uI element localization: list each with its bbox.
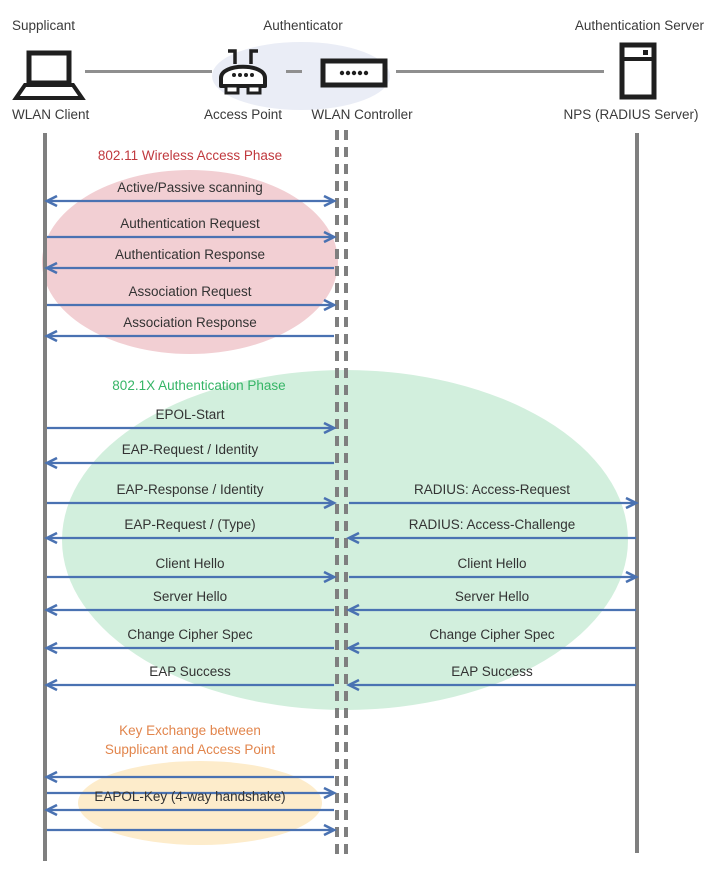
actor-label-nps-radius-server: NPS (RADIUS Server) [563,107,699,122]
laptop-icon [12,50,86,102]
message-label-eap-request-identity: EAP-Request / Identity [121,442,259,457]
server-icon [618,42,658,100]
message-label-epol-start: EPOL-Start [155,407,225,422]
access-point-icon [215,45,271,99]
message-label-eapol-key-4-way-handshake: EAPOL-Key (4-way handshake) [94,789,286,804]
message-label-eap-response-identity: EAP-Response / Identity [116,482,264,497]
actor-label-wlan-client: WLAN Client [12,107,90,122]
role-label-authenticator: Authenticator [263,18,343,33]
phase-title-key-exchange-line1: Key Exchange between [119,723,261,738]
message-label-radius-access-challenge: RADIUS: Access-Challenge [408,517,576,532]
message-label-radius-access-request: RADIUS: Access-Request [413,482,571,497]
phase-title-wireless-access: 802.11 Wireless Access Phase [97,148,283,163]
message-label-server-hello: Server Hello [454,589,530,604]
role-label-supplicant: Supplicant [12,18,76,33]
message-label-association-response: Association Response [123,315,257,330]
message-label-eap-request-type: EAP-Request / (Type) [124,517,256,532]
connector-controller-to-server [396,70,604,73]
lifeline-radius-server [635,133,639,853]
connector-ap-to-controller [286,70,302,73]
message-label-eap-success: EAP Success [149,664,231,679]
phase-title-key-exchange [40,721,340,759]
message-label-server-hello: Server Hello [152,589,228,604]
connector-client-to-ap [85,70,212,73]
lifeline-authenticator-right [344,130,348,855]
message-label-eap-success: EAP Success [451,664,533,679]
message-label-client-hello: Client Hello [457,556,527,571]
phase-title-dot1x-authentication: 802.1X Authentication Phase [112,378,286,393]
message-label-change-cipher-spec: Change Cipher Spec [429,627,555,642]
wlan-controller-icon [320,58,388,88]
message-label-active-passive-scanning: Active/Passive scanning [117,180,263,195]
message-label-client-hello: Client Hello [155,556,225,571]
actor-label-wlan-controller: WLAN Controller [311,107,413,122]
actor-label-access-point: Access Point [203,107,283,122]
phase-title-key-exchange-line2: Supplicant and Access Point [104,742,276,757]
role-label-authentication-server: Authentication Server [574,18,704,33]
message-label-association-request: Association Request [128,284,252,299]
message-label-authentication-response: Authentication Response [114,247,266,262]
message-label-change-cipher-spec: Change Cipher Spec [127,627,253,642]
message-label-authentication-request: Authentication Request [120,216,260,231]
